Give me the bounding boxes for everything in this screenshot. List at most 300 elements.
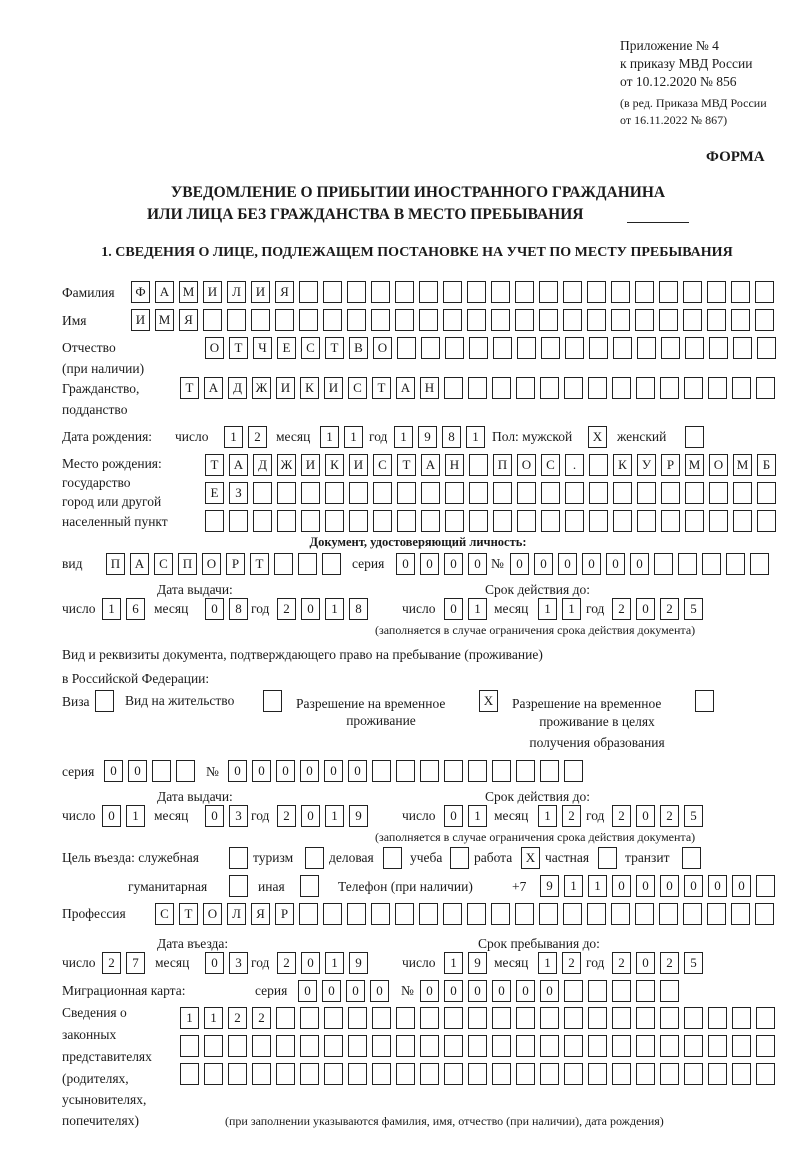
reps-3-cell[interactable] — [228, 1063, 247, 1085]
birthplace-1-cell[interactable]: О — [709, 454, 728, 476]
profession-cell[interactable] — [323, 903, 342, 925]
purpose-private-checkbox[interactable] — [598, 847, 617, 869]
permit-valid-year-cell[interactable]: 0 — [636, 805, 655, 827]
birthplace-1-cell[interactable]: Н — [445, 454, 464, 476]
permit-issue-year-cell[interactable]: 0 — [301, 805, 320, 827]
reps-3-cell[interactable] — [636, 1063, 655, 1085]
birth-month-cell[interactable]: 1 — [320, 426, 339, 448]
citizenship-cell[interactable] — [708, 377, 727, 399]
purpose-business-checkbox[interactable] — [383, 847, 402, 869]
doc-issue-year-cell[interactable]: 0 — [301, 598, 320, 620]
surname-cell[interactable]: Я — [275, 281, 294, 303]
patronymic-cell[interactable]: Ч — [253, 337, 272, 359]
stay-month-cell[interactable]: 1 — [538, 952, 557, 974]
doc-series-cell[interactable]: 0 — [444, 553, 463, 575]
birthplace-3-cell[interactable] — [517, 510, 536, 532]
birthplace-2-cell[interactable] — [565, 482, 584, 504]
reps-2-cell[interactable] — [660, 1035, 679, 1057]
citizenship-cell[interactable]: А — [396, 377, 415, 399]
birthplace-3-cell[interactable] — [253, 510, 272, 532]
name-cell[interactable] — [467, 309, 486, 331]
surname-cell[interactable] — [299, 281, 318, 303]
birthplace-3-cell[interactable] — [541, 510, 560, 532]
name-cell[interactable] — [515, 309, 534, 331]
reps-3-cell[interactable] — [540, 1063, 559, 1085]
name-cell[interactable] — [227, 309, 246, 331]
birthplace-2-cell[interactable]: Е — [205, 482, 224, 504]
doc-type-cell[interactable]: А — [130, 553, 149, 575]
patronymic-cell[interactable] — [613, 337, 632, 359]
reps-1-cell[interactable] — [396, 1007, 415, 1029]
birth-month-cell[interactable]: 1 — [344, 426, 363, 448]
permit-valid-year-cell[interactable]: 5 — [684, 805, 703, 827]
citizenship-cell[interactable] — [636, 377, 655, 399]
reps-1-cell[interactable] — [300, 1007, 319, 1029]
surname-cell[interactable] — [491, 281, 510, 303]
patronymic-cell[interactable]: О — [205, 337, 224, 359]
permit-number-cell[interactable]: 0 — [228, 760, 247, 782]
birthplace-2-cell[interactable] — [325, 482, 344, 504]
reps-1-cell[interactable]: 1 — [204, 1007, 223, 1029]
surname-cell[interactable] — [731, 281, 750, 303]
phone-cell[interactable] — [756, 875, 775, 897]
patronymic-cell[interactable]: С — [301, 337, 320, 359]
birthplace-1-cell[interactable]: . — [565, 454, 584, 476]
name-cell[interactable] — [395, 309, 414, 331]
birthplace-2-cell[interactable] — [685, 482, 704, 504]
birth-year-cell[interactable]: 1 — [394, 426, 413, 448]
birthplace-3-cell[interactable] — [421, 510, 440, 532]
patronymic-cell[interactable] — [661, 337, 680, 359]
reps-3-cell[interactable] — [492, 1063, 511, 1085]
permit-issue-month-cell[interactable]: 0 — [205, 805, 224, 827]
doc-type-cell[interactable]: Т — [250, 553, 269, 575]
birthplace-1-cell[interactable]: И — [349, 454, 368, 476]
birthplace-2-cell[interactable] — [709, 482, 728, 504]
mig-series-cell[interactable]: 0 — [298, 980, 317, 1002]
surname-cell[interactable] — [563, 281, 582, 303]
profession-cell[interactable] — [587, 903, 606, 925]
birthplace-1-cell[interactable]: С — [541, 454, 560, 476]
purpose-humanitarian-checkbox[interactable] — [229, 875, 248, 897]
permit-visa-checkbox[interactable] — [95, 690, 114, 712]
birthplace-2-cell[interactable] — [517, 482, 536, 504]
profession-cell[interactable]: Я — [251, 903, 270, 925]
citizenship-cell[interactable]: К — [300, 377, 319, 399]
doc-valid-year-cell[interactable]: 2 — [612, 598, 631, 620]
name-cell[interactable] — [731, 309, 750, 331]
reps-3-cell[interactable] — [276, 1063, 295, 1085]
profession-cell[interactable] — [299, 903, 318, 925]
permit-residence-checkbox[interactable] — [263, 690, 282, 712]
reps-3-cell[interactable] — [612, 1063, 631, 1085]
patronymic-cell[interactable] — [469, 337, 488, 359]
profession-cell[interactable]: Т — [179, 903, 198, 925]
doc-number-cell[interactable]: 0 — [534, 553, 553, 575]
phone-cell[interactable]: 1 — [564, 875, 583, 897]
reps-2-cell[interactable] — [516, 1035, 535, 1057]
permit-number-cell[interactable] — [396, 760, 415, 782]
birthplace-3-cell[interactable] — [589, 510, 608, 532]
birthplace-3-cell[interactable] — [469, 510, 488, 532]
reps-1-cell[interactable] — [276, 1007, 295, 1029]
reps-3-cell[interactable] — [516, 1063, 535, 1085]
permit-number-cell[interactable]: 0 — [324, 760, 343, 782]
name-cell[interactable] — [635, 309, 654, 331]
birthplace-3-cell[interactable] — [661, 510, 680, 532]
reps-1-cell[interactable] — [348, 1007, 367, 1029]
profession-cell[interactable]: Р — [275, 903, 294, 925]
profession-cell[interactable] — [467, 903, 486, 925]
birthplace-2-cell[interactable]: З — [229, 482, 248, 504]
birthplace-1-cell[interactable]: О — [517, 454, 536, 476]
stay-year-cell[interactable]: 2 — [612, 952, 631, 974]
profession-cell[interactable] — [563, 903, 582, 925]
birthplace-2-cell[interactable] — [757, 482, 776, 504]
permit-series-cell[interactable] — [176, 760, 195, 782]
phone-cell[interactable]: 0 — [684, 875, 703, 897]
profession-cell[interactable] — [755, 903, 774, 925]
surname-cell[interactable]: Ф — [131, 281, 150, 303]
birth-day-cell[interactable]: 2 — [248, 426, 267, 448]
patronymic-cell[interactable]: Е — [277, 337, 296, 359]
name-cell[interactable] — [611, 309, 630, 331]
name-cell[interactable] — [203, 309, 222, 331]
reps-3-cell[interactable] — [372, 1063, 391, 1085]
phone-cell[interactable]: 0 — [660, 875, 679, 897]
citizenship-cell[interactable]: С — [348, 377, 367, 399]
doc-issue-day-cell[interactable]: 1 — [102, 598, 121, 620]
mig-number-cell[interactable]: 0 — [492, 980, 511, 1002]
reps-1-cell[interactable] — [684, 1007, 703, 1029]
permit-series-cell[interactable]: 0 — [104, 760, 123, 782]
name-cell[interactable] — [443, 309, 462, 331]
patronymic-cell[interactable] — [733, 337, 752, 359]
permit-series-cell[interactable] — [152, 760, 171, 782]
citizenship-cell[interactable]: Д — [228, 377, 247, 399]
doc-series-cell[interactable]: 0 — [420, 553, 439, 575]
doc-type-cell[interactable] — [298, 553, 317, 575]
citizenship-cell[interactable]: И — [276, 377, 295, 399]
surname-cell[interactable] — [755, 281, 774, 303]
reps-1-cell[interactable] — [468, 1007, 487, 1029]
surname-cell[interactable]: Л — [227, 281, 246, 303]
mig-number-cell[interactable]: 0 — [516, 980, 535, 1002]
birthplace-1-cell[interactable]: И — [301, 454, 320, 476]
reps-1-cell[interactable] — [636, 1007, 655, 1029]
profession-cell[interactable] — [683, 903, 702, 925]
profession-cell[interactable] — [515, 903, 534, 925]
doc-valid-year-cell[interactable]: 2 — [660, 598, 679, 620]
doc-series-cell[interactable]: 0 — [468, 553, 487, 575]
surname-cell[interactable] — [683, 281, 702, 303]
doc-number-cell[interactable]: 0 — [558, 553, 577, 575]
doc-valid-year-cell[interactable]: 5 — [684, 598, 703, 620]
reps-3-cell[interactable] — [468, 1063, 487, 1085]
name-cell[interactable] — [251, 309, 270, 331]
permit-number-cell[interactable] — [420, 760, 439, 782]
stay-day-cell[interactable]: 9 — [468, 952, 487, 974]
permit-number-cell[interactable] — [492, 760, 511, 782]
name-cell[interactable] — [539, 309, 558, 331]
mig-series-cell[interactable]: 0 — [370, 980, 389, 1002]
sex-male-checkbox[interactable]: X — [588, 426, 607, 448]
surname-cell[interactable] — [347, 281, 366, 303]
birthplace-2-cell[interactable] — [469, 482, 488, 504]
stay-year-cell[interactable]: 0 — [636, 952, 655, 974]
citizenship-cell[interactable] — [468, 377, 487, 399]
reps-2-cell[interactable] — [684, 1035, 703, 1057]
name-cell[interactable] — [491, 309, 510, 331]
reps-2-cell[interactable] — [300, 1035, 319, 1057]
surname-cell[interactable]: И — [251, 281, 270, 303]
birthplace-3-cell[interactable] — [757, 510, 776, 532]
birthplace-3-cell[interactable] — [277, 510, 296, 532]
doc-issue-year-cell[interactable]: 2 — [277, 598, 296, 620]
reps-2-cell[interactable] — [564, 1035, 583, 1057]
mig-number-cell[interactable]: 0 — [420, 980, 439, 1002]
name-cell[interactable] — [707, 309, 726, 331]
doc-number-cell[interactable]: 0 — [630, 553, 649, 575]
patronymic-cell[interactable] — [637, 337, 656, 359]
name-cell[interactable] — [659, 309, 678, 331]
permit-edu-checkbox[interactable] — [695, 690, 714, 712]
permit-number-cell[interactable] — [516, 760, 535, 782]
birthplace-1-cell[interactable]: М — [733, 454, 752, 476]
doc-issue-year-cell[interactable]: 8 — [349, 598, 368, 620]
profession-cell[interactable] — [347, 903, 366, 925]
citizenship-cell[interactable] — [684, 377, 703, 399]
permit-issue-day-cell[interactable]: 0 — [102, 805, 121, 827]
reps-2-cell[interactable] — [276, 1035, 295, 1057]
entry-month-cell[interactable]: 3 — [229, 952, 248, 974]
doc-valid-month-cell[interactable]: 1 — [538, 598, 557, 620]
surname-cell[interactable] — [371, 281, 390, 303]
name-cell[interactable] — [563, 309, 582, 331]
birthplace-2-cell[interactable] — [397, 482, 416, 504]
birthplace-3-cell[interactable] — [445, 510, 464, 532]
permit-valid-month-cell[interactable]: 1 — [538, 805, 557, 827]
permit-number-cell[interactable] — [564, 760, 583, 782]
permit-valid-day-cell[interactable]: 1 — [468, 805, 487, 827]
reps-1-cell[interactable] — [756, 1007, 775, 1029]
profession-cell[interactable]: О — [203, 903, 222, 925]
birthplace-1-cell[interactable]: С — [373, 454, 392, 476]
citizenship-cell[interactable]: Ж — [252, 377, 271, 399]
name-cell[interactable] — [299, 309, 318, 331]
mig-number-cell[interactable] — [612, 980, 631, 1002]
doc-issue-month-cell[interactable]: 8 — [229, 598, 248, 620]
doc-valid-day-cell[interactable]: 0 — [444, 598, 463, 620]
doc-series-cell[interactable]: 0 — [396, 553, 415, 575]
birthplace-1-cell[interactable] — [469, 454, 488, 476]
doc-type-cell[interactable]: С — [154, 553, 173, 575]
birthplace-2-cell[interactable] — [349, 482, 368, 504]
name-cell[interactable]: И — [131, 309, 150, 331]
purpose-tourism-checkbox[interactable] — [305, 847, 324, 869]
reps-3-cell[interactable] — [684, 1063, 703, 1085]
reps-2-cell[interactable] — [204, 1035, 223, 1057]
birthplace-2-cell[interactable] — [541, 482, 560, 504]
mig-number-cell[interactable] — [636, 980, 655, 1002]
doc-type-cell[interactable]: О — [202, 553, 221, 575]
doc-number-cell[interactable] — [750, 553, 769, 575]
reps-2-cell[interactable] — [588, 1035, 607, 1057]
citizenship-cell[interactable] — [492, 377, 511, 399]
permit-issue-year-cell[interactable]: 2 — [277, 805, 296, 827]
doc-number-cell[interactable]: 0 — [582, 553, 601, 575]
patronymic-cell[interactable]: Т — [325, 337, 344, 359]
citizenship-cell[interactable] — [516, 377, 535, 399]
permit-number-cell[interactable] — [540, 760, 559, 782]
birthplace-1-cell[interactable]: М — [685, 454, 704, 476]
citizenship-cell[interactable] — [540, 377, 559, 399]
permit-temp-checkbox[interactable]: X — [479, 690, 498, 712]
reps-2-cell[interactable] — [756, 1035, 775, 1057]
patronymic-cell[interactable] — [421, 337, 440, 359]
reps-3-cell[interactable] — [564, 1063, 583, 1085]
permit-issue-month-cell[interactable]: 3 — [229, 805, 248, 827]
phone-cell[interactable]: 0 — [732, 875, 751, 897]
birthplace-3-cell[interactable] — [301, 510, 320, 532]
reps-3-cell[interactable] — [588, 1063, 607, 1085]
reps-1-cell[interactable] — [324, 1007, 343, 1029]
birthplace-3-cell[interactable] — [229, 510, 248, 532]
reps-2-cell[interactable] — [612, 1035, 631, 1057]
patronymic-cell[interactable] — [589, 337, 608, 359]
reps-2-cell[interactable] — [348, 1035, 367, 1057]
doc-type-cell[interactable] — [274, 553, 293, 575]
purpose-transit-checkbox[interactable] — [682, 847, 701, 869]
profession-cell[interactable] — [731, 903, 750, 925]
name-cell[interactable] — [755, 309, 774, 331]
mig-number-cell[interactable] — [588, 980, 607, 1002]
permit-number-cell[interactable] — [468, 760, 487, 782]
birth-year-cell[interactable]: 8 — [442, 426, 461, 448]
phone-cell[interactable]: 0 — [708, 875, 727, 897]
reps-3-cell[interactable] — [708, 1063, 727, 1085]
stay-year-cell[interactable]: 2 — [660, 952, 679, 974]
citizenship-cell[interactable]: Т — [180, 377, 199, 399]
reps-3-cell[interactable] — [732, 1063, 751, 1085]
surname-cell[interactable]: А — [155, 281, 174, 303]
birthplace-3-cell[interactable] — [205, 510, 224, 532]
permit-valid-day-cell[interactable]: 0 — [444, 805, 463, 827]
permit-number-cell[interactable] — [372, 760, 391, 782]
birthplace-1-cell[interactable]: К — [613, 454, 632, 476]
birthplace-1-cell[interactable]: К — [325, 454, 344, 476]
reps-2-cell[interactable] — [372, 1035, 391, 1057]
surname-cell[interactable] — [323, 281, 342, 303]
birthplace-1-cell[interactable]: Т — [397, 454, 416, 476]
birthplace-3-cell[interactable] — [493, 510, 512, 532]
reps-2-cell[interactable] — [252, 1035, 271, 1057]
permit-valid-year-cell[interactable]: 2 — [612, 805, 631, 827]
citizenship-cell[interactable] — [660, 377, 679, 399]
profession-cell[interactable] — [443, 903, 462, 925]
doc-valid-month-cell[interactable]: 1 — [562, 598, 581, 620]
birthplace-1-cell[interactable]: Р — [661, 454, 680, 476]
surname-cell[interactable] — [443, 281, 462, 303]
doc-number-cell[interactable] — [726, 553, 745, 575]
patronymic-cell[interactable]: Т — [229, 337, 248, 359]
mig-number-cell[interactable]: 0 — [444, 980, 463, 1002]
doc-issue-month-cell[interactable]: 0 — [205, 598, 224, 620]
citizenship-cell[interactable] — [444, 377, 463, 399]
birthplace-2-cell[interactable] — [589, 482, 608, 504]
stay-month-cell[interactable]: 2 — [562, 952, 581, 974]
reps-3-cell[interactable] — [324, 1063, 343, 1085]
reps-1-cell[interactable]: 1 — [180, 1007, 199, 1029]
citizenship-cell[interactable]: И — [324, 377, 343, 399]
permit-valid-month-cell[interactable]: 2 — [562, 805, 581, 827]
citizenship-cell[interactable]: А — [204, 377, 223, 399]
patronymic-cell[interactable] — [541, 337, 560, 359]
birthplace-2-cell[interactable] — [421, 482, 440, 504]
name-cell[interactable] — [371, 309, 390, 331]
birth-year-cell[interactable]: 1 — [466, 426, 485, 448]
reps-2-cell[interactable] — [324, 1035, 343, 1057]
name-cell[interactable]: М — [155, 309, 174, 331]
reps-3-cell[interactable] — [660, 1063, 679, 1085]
birthplace-1-cell[interactable]: П — [493, 454, 512, 476]
reps-1-cell[interactable] — [732, 1007, 751, 1029]
birthplace-3-cell[interactable] — [349, 510, 368, 532]
purpose-official-checkbox[interactable] — [229, 847, 248, 869]
reps-1-cell[interactable] — [444, 1007, 463, 1029]
reps-3-cell[interactable] — [348, 1063, 367, 1085]
surname-cell[interactable] — [611, 281, 630, 303]
name-cell[interactable]: Я — [179, 309, 198, 331]
permit-number-cell[interactable]: 0 — [300, 760, 319, 782]
birthplace-2-cell[interactable] — [277, 482, 296, 504]
doc-number-cell[interactable] — [654, 553, 673, 575]
profession-cell[interactable]: С — [155, 903, 174, 925]
purpose-other-checkbox[interactable] — [300, 875, 319, 897]
birthplace-3-cell[interactable] — [637, 510, 656, 532]
reps-2-cell[interactable] — [708, 1035, 727, 1057]
birthplace-1-cell[interactable] — [589, 454, 608, 476]
profession-cell[interactable] — [611, 903, 630, 925]
entry-month-cell[interactable]: 0 — [205, 952, 224, 974]
permit-issue-year-cell[interactable]: 1 — [325, 805, 344, 827]
reps-2-cell[interactable] — [228, 1035, 247, 1057]
reps-2-cell[interactable] — [180, 1035, 199, 1057]
reps-3-cell[interactable] — [180, 1063, 199, 1085]
patronymic-cell[interactable] — [517, 337, 536, 359]
mig-number-cell[interactable]: 0 — [468, 980, 487, 1002]
doc-type-cell[interactable]: П — [106, 553, 125, 575]
birthplace-2-cell[interactable] — [613, 482, 632, 504]
birth-year-cell[interactable]: 9 — [418, 426, 437, 448]
patronymic-cell[interactable]: В — [349, 337, 368, 359]
phone-cell[interactable]: 0 — [612, 875, 631, 897]
title-blank-line[interactable] — [627, 222, 689, 223]
reps-2-cell[interactable] — [444, 1035, 463, 1057]
surname-cell[interactable] — [659, 281, 678, 303]
name-cell[interactable] — [347, 309, 366, 331]
reps-2-cell[interactable] — [540, 1035, 559, 1057]
entry-year-cell[interactable]: 1 — [325, 952, 344, 974]
patronymic-cell[interactable] — [565, 337, 584, 359]
mig-series-cell[interactable]: 0 — [322, 980, 341, 1002]
doc-type-cell[interactable] — [322, 553, 341, 575]
name-cell[interactable] — [323, 309, 342, 331]
citizenship-cell[interactable] — [564, 377, 583, 399]
patronymic-cell[interactable] — [685, 337, 704, 359]
profession-cell[interactable] — [371, 903, 390, 925]
permit-number-cell[interactable]: 0 — [348, 760, 367, 782]
